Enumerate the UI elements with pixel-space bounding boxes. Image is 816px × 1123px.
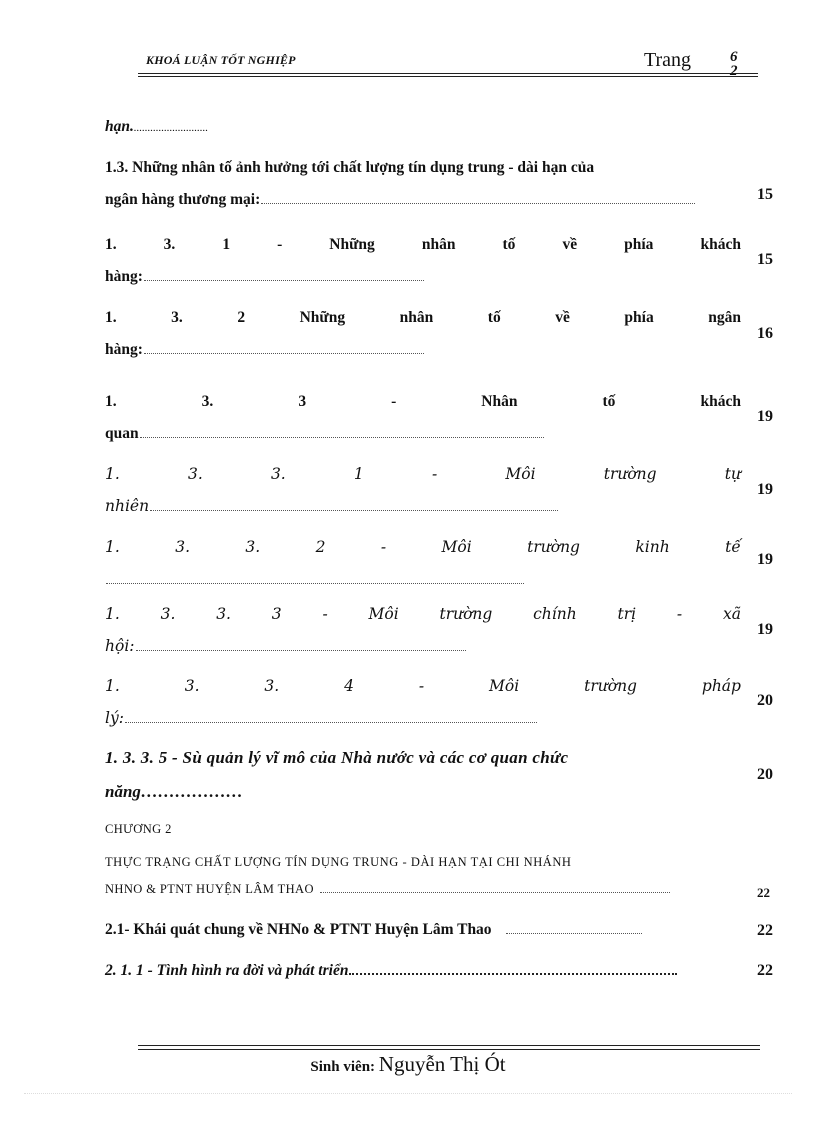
toc-word: khách (700, 236, 741, 253)
header-title: KHOÁ LUẬN TỐT NGHIỆP (146, 53, 296, 67)
toc-page-number: 20 (757, 766, 773, 783)
toc-word: Những (299, 309, 346, 326)
toc-word: - (431, 465, 438, 483)
footer-rule-top (138, 1045, 760, 1046)
toc-word: về (562, 236, 578, 253)
toc-word: 3. (184, 677, 200, 695)
header-rule-top (138, 73, 758, 74)
toc-page-number: 19 (757, 621, 773, 638)
toc-entry-line1: 1. 3. 3. 5 - Sù quản lý vĩ mô của Nhà nước và các cơ quan chức (105, 748, 569, 767)
toc-word: 1. (105, 677, 120, 695)
toc-word: 3. (160, 605, 176, 623)
toc-entry-line2-wrap (105, 418, 741, 450)
toc-word: 3. (163, 236, 176, 253)
toc-leader (144, 280, 424, 281)
toc-entry-1-3-3-4 (105, 670, 741, 734)
toc-word: trường (527, 538, 580, 556)
header-trang-label: Trang (644, 49, 692, 71)
toc-entry-line2: lý: (105, 709, 124, 727)
toc-word: trường (439, 605, 493, 623)
toc-word: tự (724, 465, 741, 483)
toc-entry-line1 (105, 458, 741, 490)
toc-entry-line1 (105, 598, 741, 630)
toc-entry-line2-wrap (105, 334, 741, 366)
toc-leader (136, 650, 466, 651)
toc-word: 1 (222, 236, 231, 253)
toc-page-number: 15 (757, 251, 773, 268)
toc-word: nhân (421, 236, 456, 253)
header-page-number-top: 6 (730, 49, 738, 65)
toc-entry-line2: quan (105, 425, 139, 442)
toc-entry-line1 (105, 229, 741, 261)
toc-word: 1 (353, 465, 364, 483)
toc-word: phía (624, 309, 654, 326)
toc-entry-1-3-2 (105, 302, 741, 366)
toc-word: tố (502, 236, 516, 253)
toc-leader (506, 933, 642, 934)
toc-word: 3. (171, 309, 183, 326)
toc-entry-line2: nhiên (105, 497, 150, 515)
page-edge-line (24, 1093, 792, 1094)
toc-word: 2 (237, 309, 246, 326)
footer-separator: : (370, 1059, 379, 1075)
toc-word: kinh (635, 538, 670, 556)
toc-word: - (380, 538, 387, 556)
toc-word: trường (584, 677, 637, 695)
toc-word: 1. (105, 605, 120, 623)
toc-word: 1. (105, 465, 120, 483)
toc-entry-text: 2.1- Khái quát chung về NHNo & PTNT Huyện Lâm Thao (105, 921, 492, 938)
toc-entry-text: 2. 1. 1 - Tình hình ra đời và phát triển (105, 962, 349, 979)
toc-entry-line2: hàng: (105, 268, 143, 285)
chapter-label: CHƯƠNG 2 (105, 822, 172, 836)
header-page-number-bottom: 2 (730, 63, 738, 79)
toc-page-number: 15 (757, 186, 773, 203)
toc-word: 4 (344, 677, 354, 695)
toc-word: 3. (245, 538, 261, 556)
toc-entry-line2: hội: (105, 637, 135, 655)
toc-leader (125, 722, 537, 723)
footer-student-label: Sinh viên (310, 1059, 371, 1075)
toc-word: - (676, 605, 683, 623)
toc-word: khách (700, 393, 741, 410)
toc-word: Môi (505, 465, 536, 483)
toc-entry-1-3-3-2 (105, 531, 741, 595)
toc-word: trường (603, 465, 657, 483)
toc-word: tố (602, 393, 616, 410)
toc-leader (140, 437, 544, 438)
toc-word: trị (617, 605, 637, 623)
toc-leader (261, 203, 695, 204)
toc-word: 1. (105, 309, 117, 326)
toc-entry-line2-wrap (105, 702, 741, 734)
toc-entry-line2: năng……………… (105, 782, 243, 801)
toc-word: 3. (175, 538, 190, 556)
toc-word: Môi (489, 677, 520, 695)
toc-word: 3. (264, 677, 280, 695)
toc-word: Nhân (481, 393, 518, 410)
toc-word: nhân (399, 309, 434, 326)
toc-word: 1. (105, 393, 117, 410)
toc-word: - (277, 236, 283, 253)
toc-entry-1-3-1 (105, 229, 741, 293)
toc-entry-line1 (105, 670, 741, 702)
toc-leader (320, 892, 670, 893)
toc-entry-line2-wrap (105, 490, 741, 522)
toc-leader (349, 973, 677, 975)
header-rule-bottom (138, 76, 758, 77)
chapter-title-line2-wrap (105, 876, 741, 903)
toc-entry-2-1 (105, 914, 741, 946)
toc-word: xã (722, 605, 741, 623)
toc-entry-line1: 1.3. Những nhân tố ảnh hưởng tới chất lượng tín dụng trung - dài hạn của (105, 159, 595, 176)
toc-entry-1-3-3-5 (105, 741, 741, 809)
toc-page-number: 22 (757, 922, 773, 939)
toc-leader (150, 510, 558, 511)
toc-entry-line2: hàng: (105, 341, 143, 358)
toc-entry-line1 (105, 302, 741, 334)
footer-student (0, 1052, 816, 1077)
toc-page-number: 20 (757, 692, 773, 709)
toc-word: chính (533, 605, 577, 623)
toc-word: - (322, 605, 328, 623)
toc-entry-line2-wrap (105, 261, 741, 293)
footer-rule-bottom (138, 1049, 760, 1050)
toc-word: 2 (315, 538, 326, 556)
chapter-title (105, 849, 741, 903)
toc-entry-text: hạn. (105, 118, 134, 135)
toc-entry-line1 (105, 531, 741, 563)
toc-word: 1. (105, 236, 117, 253)
toc-word: 3. (270, 465, 286, 483)
toc-leader: ........................... (133, 122, 209, 134)
toc-entry-line2-wrap (105, 563, 741, 595)
toc-entry-line1 (105, 386, 741, 418)
toc-word: 3. (201, 393, 214, 410)
toc-word: về (555, 309, 570, 326)
toc-entry-line2-wrap (105, 630, 741, 662)
toc-entry-continuation (105, 111, 741, 144)
toc-word: 3 (298, 393, 307, 410)
toc-leader (106, 583, 524, 584)
toc-page-number: 22 (757, 962, 773, 979)
toc-entry-1-3-3-1 (105, 458, 741, 522)
toc-word: 3 (271, 605, 282, 623)
toc-word: Những (329, 236, 375, 253)
toc-word: pháp (701, 677, 741, 695)
toc-word: ngân (708, 309, 741, 326)
toc-page-number: 22 (757, 885, 770, 900)
toc-word: - (391, 393, 397, 410)
toc-word: 1. (105, 538, 120, 556)
toc-page-number: 16 (757, 325, 773, 342)
toc-page-number: 19 (757, 551, 773, 568)
footer-student-name: Nguyễn Thị Ót (378, 1052, 506, 1076)
toc-word: - (418, 677, 425, 695)
toc-entry-line2: ngân hàng thương mại: (105, 191, 261, 208)
toc-word: phía (624, 236, 654, 253)
toc-leader (144, 353, 424, 354)
toc-word: tố (487, 309, 501, 326)
toc-word: tế (725, 538, 741, 556)
toc-page-number: 19 (757, 481, 773, 498)
toc-entry-1-3 (105, 152, 741, 216)
toc-entry-2-1-1 (105, 955, 741, 987)
toc-word: 3. (216, 605, 231, 623)
toc-page-number: 19 (757, 408, 773, 425)
toc-word: Môi (441, 538, 472, 556)
toc-word: Môi (368, 605, 399, 623)
chapter-title-line2: NHNO & PTNT HUYỆN LÂM THAO (105, 882, 314, 896)
toc-entry-1-3-3-3 (105, 598, 741, 662)
toc-entry-line2-wrap (105, 184, 741, 216)
toc-entry-1-3-3 (105, 386, 741, 450)
toc-word: 3. (187, 465, 203, 483)
chapter-title-line1: THỰC TRẠNG CHẤT LƯỢNG TÍN DỤNG TRUNG - DÀI HẠN TẠI CHI NHÁNH (105, 855, 572, 869)
